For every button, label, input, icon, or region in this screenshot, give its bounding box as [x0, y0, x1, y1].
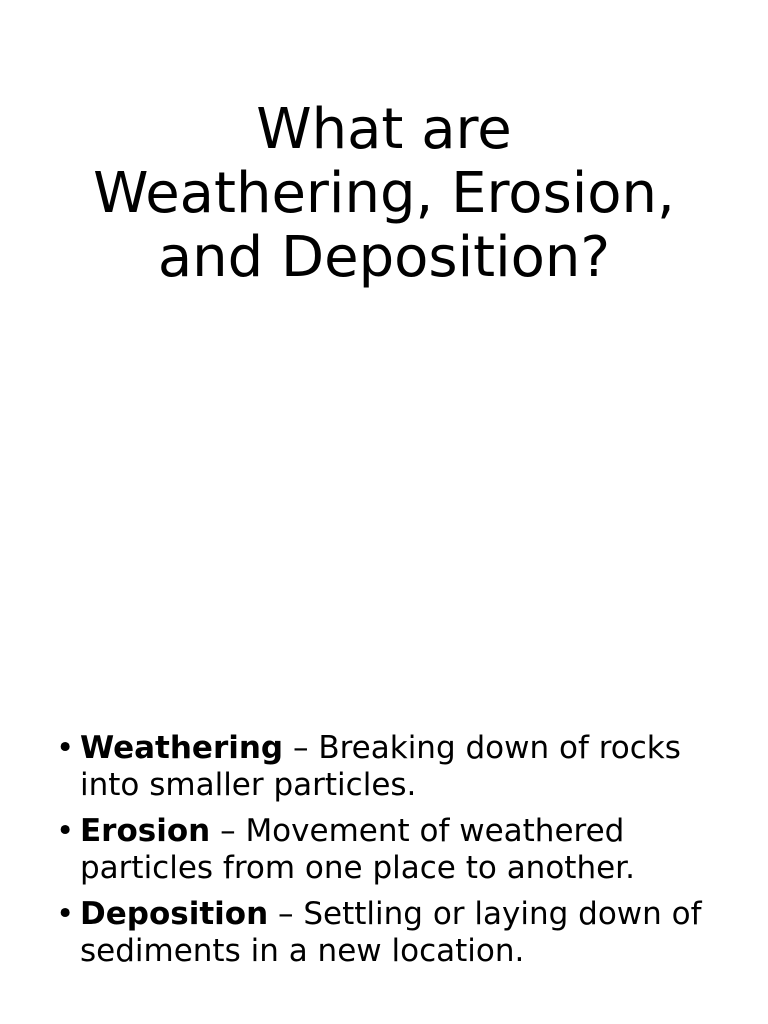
slide-title — [40, 98, 728, 290]
bullet-icon: • — [56, 813, 75, 849]
title-line-3: and Deposition? — [157, 225, 611, 290]
bullet-item-deposition — [56, 896, 746, 970]
title-line-1: What are — [256, 97, 512, 162]
bullet-item-weathering — [56, 730, 746, 804]
bullet-definition: Breaking down of rocks into smaller particles. — [80, 730, 681, 803]
bullet-term: Deposition — [80, 896, 269, 932]
bullet-separator: – — [210, 813, 246, 849]
bullet-separator: – — [283, 730, 319, 766]
bullet-definition: Settling or laying down of sediments in a new location. — [80, 896, 702, 969]
bullet-term: Weathering — [80, 730, 284, 766]
bullet-item-erosion — [56, 813, 746, 887]
title-line-2: Weathering, Erosion, — [93, 161, 675, 226]
bullet-list — [56, 730, 746, 979]
bullet-definition: Movement of weathered particles from one place to another. — [80, 813, 635, 886]
bullet-icon: • — [56, 896, 75, 932]
bullet-term: Erosion — [80, 813, 211, 849]
bullet-icon: • — [56, 730, 75, 766]
bullet-separator: – — [268, 896, 304, 932]
